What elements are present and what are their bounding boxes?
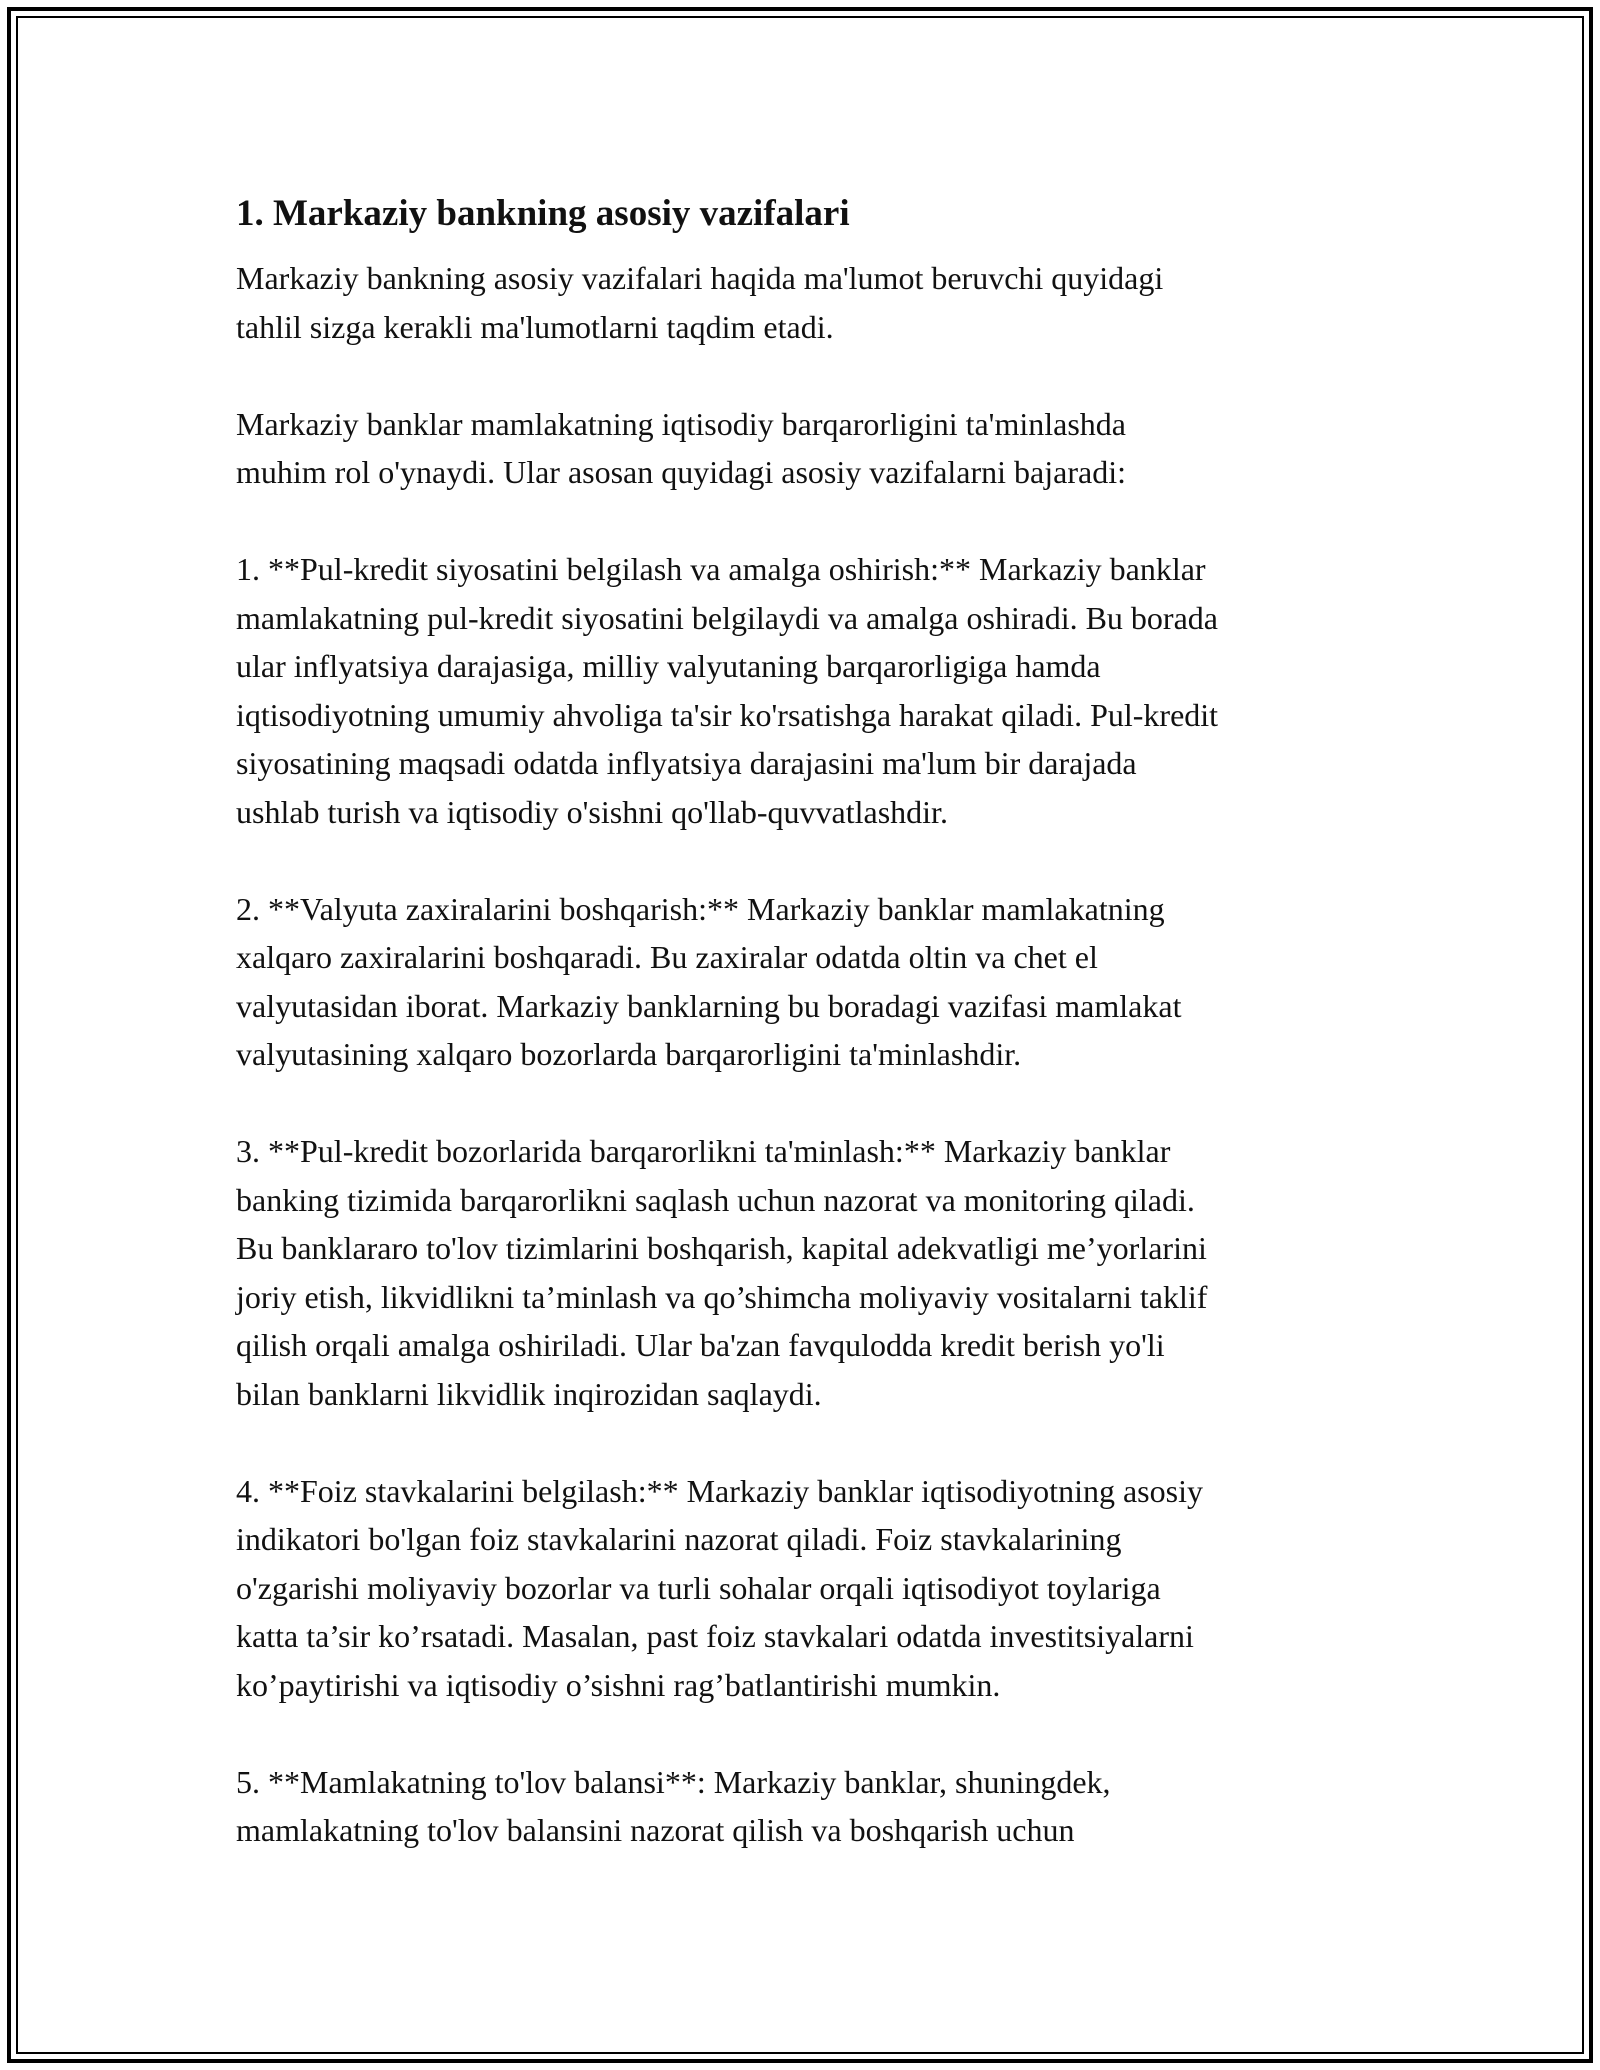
text-line: qilish orqali amalga oshiriladi. Ular ba'zan favqulodda kredit berish yo'li <box>236 1327 1165 1363</box>
document-body <box>236 186 1376 1903</box>
text-line: joriy etish, likvidlikni ta’minlash va qo’shimcha moliyaviy vositalarni taklif <box>236 1278 1208 1315</box>
paragraph-item-3 <box>236 1127 1376 1418</box>
text-line: banking tizimida barqarorlikni saqlash uchun nazorat va monitoring qiladi. <box>236 1181 1195 1218</box>
text-line: siyosatining maqsadi odatda inflyatsiya darajasini ma'lum bir darajada <box>236 745 1137 781</box>
text-line: tahlil sizga kerakli ma'lumotlarni taqdim etadi. <box>236 308 834 345</box>
text-line: valyutasining xalqaro bozorlarda barqarorligini ta'minlashdir. <box>236 1036 1022 1072</box>
text-line: muhim rol o'ynaydi. Ular asosan quyidagi asosiy vazifalarni bajaradi: <box>236 454 1126 490</box>
text-line: bilan banklarni likvidlik inqirozidan saqlaydi. <box>236 1375 822 1412</box>
text-line: 4. **Foiz stavkalarini belgilash:** Markaziy banklar iqtisodiyotning asosiy <box>236 1472 1203 1509</box>
document-title: 1. Markaziy bankning asosiy vazifalari <box>236 193 850 234</box>
paragraph-item-5 <box>236 1758 1376 1855</box>
text-line: Markaziy banklar mamlakatning iqtisodiy barqarorligini ta'minlashda <box>236 405 1126 442</box>
paragraph-item-4 <box>236 1467 1376 1710</box>
text-line: indikatori bo'lgan foiz stavkalarini nazorat qiladi. Foiz stavkalarining <box>236 1521 1122 1557</box>
text-line: ushlab turish va iqtisodiy o'sishni qo'llab-quvvatlashdir. <box>236 793 948 830</box>
text-line: 3. **Pul-kredit bozorlarida barqarorlikni ta'minlash:** Markaziy banklar <box>236 1133 1171 1169</box>
text-line: Bu banklararo to'lov tizimlarini boshqarish, kapital adekvatligi me’yorlarini <box>236 1230 1207 1266</box>
text-line: Markaziy bankning asosiy vazifalari haqida ma'lumot beruvchi quyidagi <box>236 260 1164 296</box>
text-line: mamlakatning pul-kredit siyosatini belgilaydi va amalga oshiradi. Bu borada <box>236 599 1218 636</box>
text-line: xalqaro zaxiralarini boshqaradi. Bu zaxiralar odatda oltin va chet el <box>236 939 1098 975</box>
text-line: o'zgarishi moliyaviy bozorlar va turli sohalar orqali iqtisodiyot toylariga <box>236 1569 1161 1606</box>
text-line: ular inflyatsiya darajasiga, milliy valyutaning barqarorligiga hamda <box>236 648 1101 684</box>
text-line: katta ta’sir ko’rsatadi. Masalan, past foiz stavkalari odatda investitsiyalarni <box>236 1618 1194 1654</box>
text-line: 1. **Pul-kredit siyosatini belgilash va amalga oshirish:** Markaziy banklar <box>236 551 1206 587</box>
paragraph-intro <box>236 254 1376 351</box>
paragraph-overview <box>236 400 1376 497</box>
text-line: 5. **Mamlakatning to'lov balansi**: Markaziy banklar, shuningdek, <box>236 1763 1111 1800</box>
text-line: 2. **Valyuta zaxiralarini boshqarish:** Markaziy banklar mamlakatning <box>236 890 1165 927</box>
text-line: ko’paytirishi va iqtisodiy o’sishni rag’batlantirishi mumkin. <box>236 1666 1001 1703</box>
paragraph-item-2 <box>236 885 1376 1079</box>
text-line: mamlakatning to'lov balansini nazorat qilish va boshqarish uchun <box>236 1812 1075 1848</box>
paragraph-item-1 <box>236 545 1376 836</box>
text-line: valyutasidan iborat. Markaziy banklarning bu boradagi vazifasi mamlakat <box>236 987 1182 1024</box>
text-line: iqtisodiyotning umumiy ahvoliga ta'sir ko'rsatishga harakat qiladi. Pul-kredit <box>236 696 1219 733</box>
